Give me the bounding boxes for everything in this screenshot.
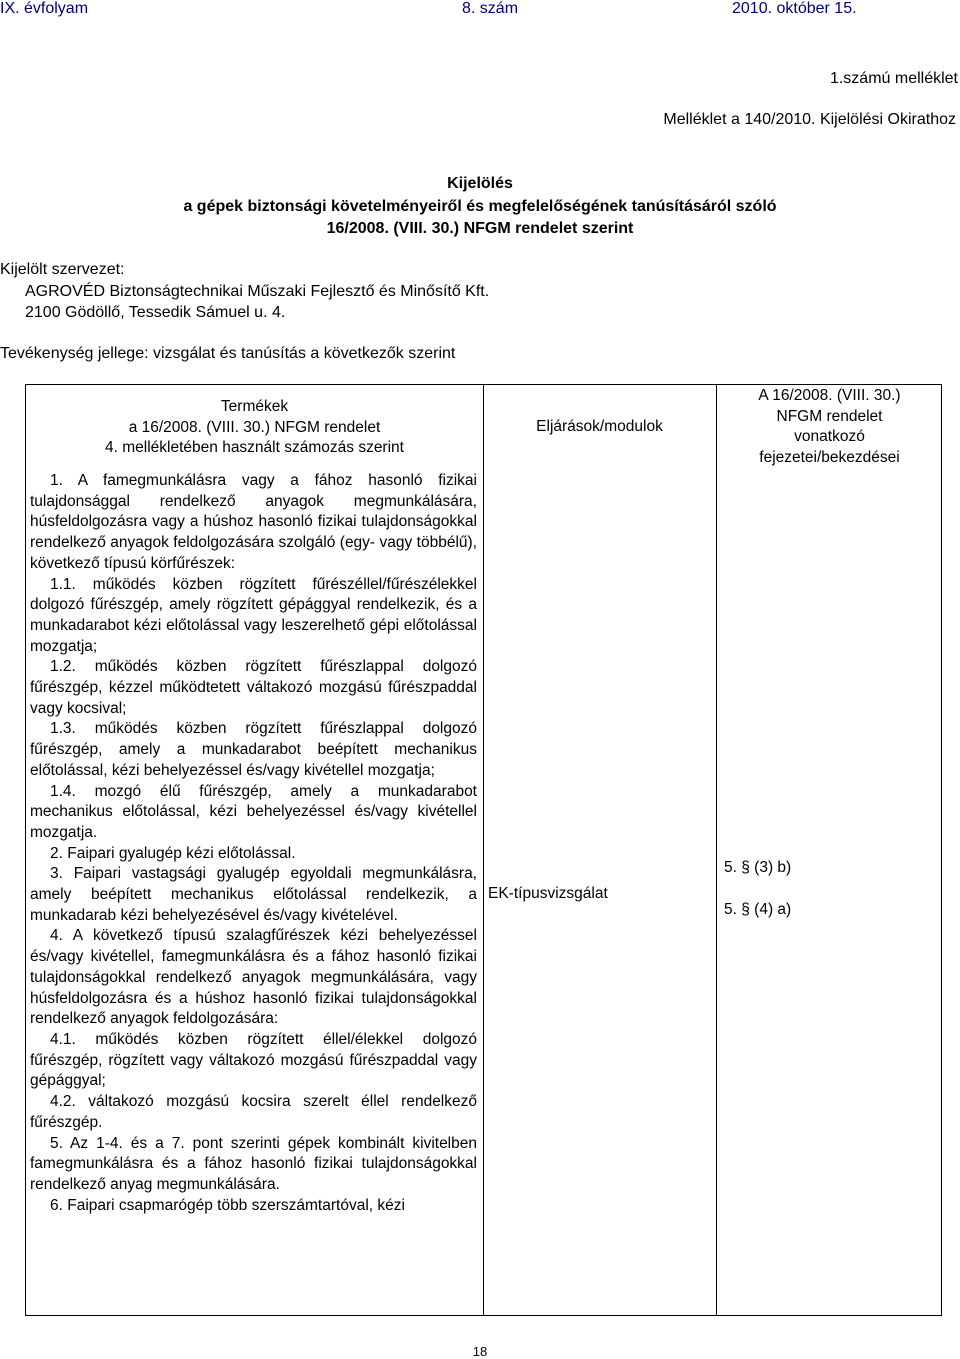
chapters-header-line: A 16/2008. (VIII. 30.) — [758, 387, 901, 404]
product-item: 1.1. működés közben rögzített fűrészéllel/fűrészélekkel dolgozó fűrészgép, amely rögzített gépággyal rendelkezik, és a munkadarabot kézi előtolással vagy leszerelhető gépi előtolással mozgatja; — [30, 575, 477, 655]
product-item: 6. Faipari csapmarógép több szerszámtartóval, kézi — [50, 1196, 405, 1214]
header-date: 2010. október 15. — [732, 0, 857, 17]
products-header-line: 4. mellékletében használt számozás szerint — [105, 439, 404, 457]
products-header — [26, 397, 483, 459]
product-item: 1.3. működés közben rögzített fűrészlappal dolgozó fűrészgép, amely a munkadarabot beépített mechanikus előtolással, kézi behelyezéssel és/vagy kivétellel mozgatja; — [30, 720, 477, 779]
chapter-value: 5. § (4) a) — [724, 901, 792, 918]
title-line-1: Kijelölés — [447, 175, 513, 192]
product-item: 1.4. mozgó élű fűrészgép, amely a munkadarabot mechanikus előtolással, kézi behelyezéssel és/vagy kivétellel mozgatja. — [30, 782, 477, 841]
product-item: 4.1. működés közben rögzített éllel/élekkel dolgozó fűrészgép, rögzített vagy váltakozó mozgású fűrészpaddal vagy gépággyal; — [30, 1030, 477, 1090]
products-list — [30, 471, 477, 1216]
header-volume: IX. évfolyam — [0, 0, 89, 17]
organization-name: AGROVÉD Biztonságtechnikai Műszaki Fejlesztő és Minősítő Kft. — [25, 283, 490, 300]
header-issue: 8. szám — [462, 0, 519, 17]
title-line-3: 16/2008. (VIII. 30.) NFGM rendelet szerint — [326, 220, 634, 237]
procedures-header: Eljárások/modulok — [536, 418, 663, 435]
chapter-value: 5. § (3) b) — [724, 859, 792, 876]
column-divider — [716, 385, 717, 1315]
column-divider — [483, 385, 484, 1315]
chapters-header-line: fejezetei/bekezdései — [759, 449, 900, 467]
designation-table — [25, 384, 942, 1316]
activity-statement: Tevékenység jellege: vizsgálat és tanúsítás a következők szerint — [0, 345, 456, 362]
product-item: 3. Faipari vastagsági gyalugép egyoldali megmunkálásra, amely beépített mechanikus előtolással rendelkezik, a munkadarab kézi behelyezésével és/vagy kivételével. — [30, 865, 477, 924]
products-header-line: Termékek — [220, 398, 289, 415]
products-header-line: a 16/2008. (VIII. 30.) NFGM rendelet — [128, 418, 381, 436]
annex-number: 1.számú melléklet — [829, 70, 958, 87]
page-number: 18 — [472, 1344, 488, 1359]
product-item: 4. A következő típusú szalagfűrészek kézi behelyezéssel és/vagy kivétellel, famegmunkálásra és a fához hasonló fizikai tulajdonságokkal rendelkező anyagok megmunkálására, vagy húsfeldolgozásra és a húshoz hasonló fizikai tulajdonságokkal rendelkező anyagok feldolgozására: — [30, 927, 477, 1028]
product-item: 1.2. működés közben rögzített fűrészlappal dolgozó fűrészgép, kézzel működtetett váltakozó mozgású fűrészpaddal vagy kocsival; — [30, 658, 477, 717]
annex-reference: Melléklet a 140/2010. Kijelölési Okirathoz — [663, 111, 956, 128]
product-item: 2. Faipari gyalugép kézi előtolással. — [50, 844, 296, 862]
chapters-header-line: vonatkozó — [794, 428, 865, 446]
chapters-header-line: NFGM rendelet — [776, 407, 883, 425]
organization-label: Kijelölt szervezet: — [0, 261, 125, 278]
product-item: 5. Az 1-4. és a 7. pont szerinti gépek kombinált kivitelben famegmunkálásra és a fához hasonló fizikai tulajdonságokkal rendelkező anyag megmunkálására. — [30, 1134, 477, 1193]
product-item: 1. A famegmunkálásra vagy a fához hasonló fizikai tulajdonsággal rendelkező anyagok megmunkálására, húsfeldolgozásra vagy a húshoz hasonló fizikai tulajdonságokkal rendelkező anyagok feldolgozására szolgáló (egy- vagy többélű), következő típusú körfűrészek: — [30, 472, 477, 572]
procedure-value: EK-típusvizsgálat — [488, 885, 608, 902]
organization-address: 2100 Gödöllő, Tessedik Sámuel u. 4. — [25, 304, 286, 321]
product-item: 4.2. váltakozó mozgású kocsira szerelt éllel rendelkező fűrészgép. — [30, 1093, 477, 1131]
chapters-header — [716, 386, 943, 469]
title-line-2: a gépek biztonsági követelményeiről és megfelelőségének tanúsításáról szóló — [183, 198, 777, 215]
